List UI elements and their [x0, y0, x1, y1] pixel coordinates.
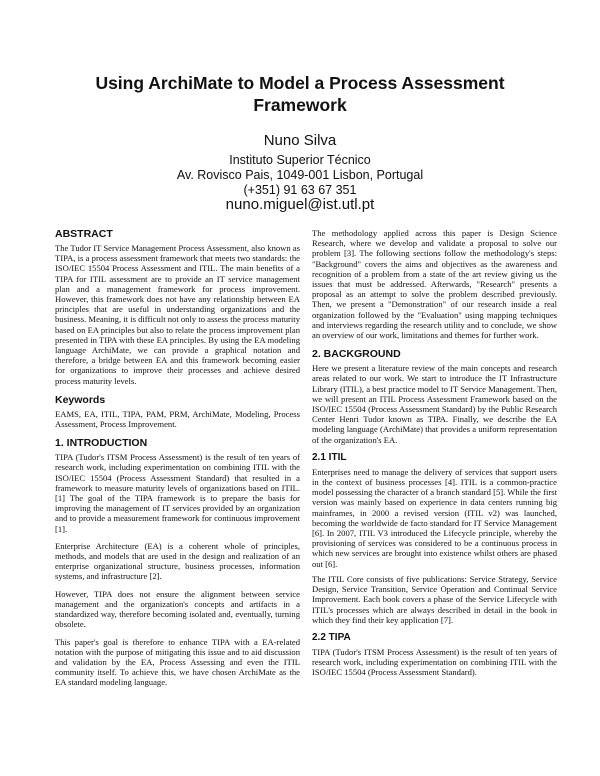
- right-column: [312, 228, 557, 685]
- background-heading: 2. BACKGROUND: [312, 348, 401, 361]
- itil-paragraph-2: The ITIL Core consists of five publications: Service Strategy, Service Design, Service Transition, Service Operation and Continual Service Improvement. Each book covers a phase of the Service Lifecycle with ITIL's processes which are always described in detail in the book in which they find their key application [7].: [312, 573, 557, 625]
- paper-title: Using ArchiMate to Model a Process Assessment Framework: [95, 73, 505, 115]
- author-name: Nuno Silva: [263, 132, 337, 149]
- introduction-paragraph-1: TIPA (Tudor's ITSM Process Assessment) is the result of ten years of research work, including experimentation on combining ITIL with the ISO/IEC 15504 (Process Assessment Standard) that resulted in a framework to measure maturity levels of organizations based on ITIL. [1] The goal of the TIPA framework is to prepare the basis for improving the management of IT services provided by an organization and to provide a measurement framework for continuous improvement [1].: [55, 452, 300, 534]
- abstract-heading: ABSTRACT: [55, 228, 113, 240]
- background-paragraph: Here we present a literature review of the main concepts and research areas related to our work. We start to introduce the IT Infrastructure Library (ITIL), a best practice model to IT Service Management. Then, we will present an ITIL Process Assessment Framework based on the ISO/IEC 15504 (Process Assessment Standard) by the Public Research Center Henri Tudor known as TIPA. Finally, we describe the EA modeling language (ArchiMate) that provides a uniform representation of the organization's EA.: [312, 363, 557, 445]
- methodology-paragraph: The methodology applied across this paper is Design Science Research, where we develop and validate a proposal to solve our problem [3]. The following sections follow the methodology's steps: "Background" covers the aims and objectives as the awareness and recognition of a problem from a state of the art review giving us the issues that must be addressed. Afterwards, "Research" presents a proposal as an attempt to solve the problem described previously. Then, we present a "Demonstration" of our research inside a real organization followed by the "Evaluation" using mapping techniques and interviews regarding the research utility and to conclude, we show an overview of our work, limitations and themes for further work.: [312, 228, 557, 341]
- author-institution: Instituto Superior Técnico: [229, 153, 371, 167]
- introduction-heading: 1. INTRODUCTION: [55, 437, 148, 450]
- author-email: nuno.miguel@ist.utl.pt: [225, 196, 375, 213]
- author-address: Av. Rovisco Pais, 1049-001 Lisbon, Portugal: [176, 168, 424, 182]
- itil-paragraph-1: Enterprises need to manage the delivery of services that support users in the context of business processes [4]. ITIL is a common-practice model possessing the character of a branch standard [5]. While the first version was mainly based on experience in data centers running big mainframes, in 2000 a revised version (ITIL v2) was launched, becoming the worldwide de facto standard for IT Service Management [6]. In 2007, ITIL V3 introduced the Lifecycle principle, whereby the provisioning of services was considered to be a continuous process in which new services are brought into existence whilst others are phased out [6].: [312, 466, 557, 569]
- keywords-heading: Keywords: [55, 393, 106, 406]
- abstract-text: The Tudor IT Service Management Process Assessment, also known as TIPA, is a process assessment framework that meets two standards: the ISO/IEC 15504 Process Assessment and ITIL. The main benefits of a TIPA for ITIL assessment are to provide an IT service management plan and a management framework for process improvement. However, this framework does not have any relationship between EA principles that are useful in understanding organizations and the business. Meaning, it is difficult not only to assess the process maturity based on EA principles but also to relate the process improvement plan presented in TIPA with these EA principles. By using the EA modeling language ArchiMate, we can provide a graphical notation and therefore, a bridge between EA and this framework becoming easier for organizations to improve their processes and achieve desired process maturity levels.: [55, 243, 300, 386]
- tipa-heading: 2.2 TIPA: [312, 631, 351, 643]
- introduction-paragraph-3: However, TIPA does not ensure the alignment between service management and the organization's concepts and artifacts in a standardized way, therefore becoming isolated and, eventually, turning obsolete.: [55, 588, 300, 630]
- introduction-paragraph-2: Enterprise Architecture (EA) is a coherent whole of principles, methods, and models that are used in the design and realization of an enterprise organizational structure, business processes, information systems, and infrastructure [2].: [55, 540, 300, 582]
- itil-heading: 2.1 ITIL: [312, 451, 347, 463]
- left-column: [55, 228, 300, 695]
- keywords-text: EAMS, EA, ITIL, TIPA, PAM, PRM, ArchiMate, Modeling, Process Assessment, Process Improvement.: [55, 408, 300, 430]
- tipa-paragraph: TIPA (Tudor's ITSM Process Assessment) is the result of ten years of research work, including experimentation on combining ITIL with the ISO/IEC 15504 (Process Assessment Standard).: [312, 646, 557, 678]
- author-phone: (+351) 91 63 67 351: [243, 183, 357, 197]
- introduction-paragraph-4: This paper's goal is therefore to enhance TIPA with a EA-related notation with the purpose of mitigating this issue and to aid discussion and validation by the EA, Process Assessing and even the ITIL community itself. To achieve this, we have chosen ArchiMate as the EA standard modeling language.: [55, 636, 300, 688]
